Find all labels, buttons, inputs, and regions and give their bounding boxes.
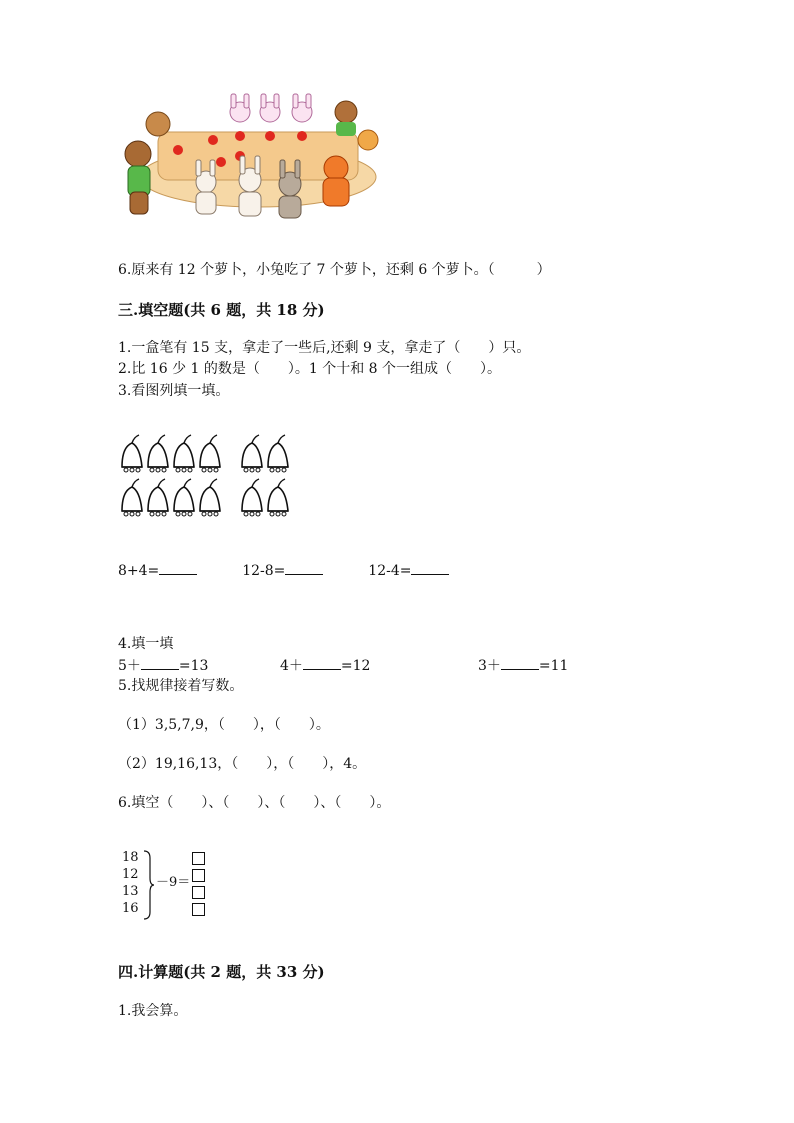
answer-blank-2[interactable]	[285, 561, 323, 575]
brace-operation: －9＝	[156, 875, 191, 890]
fill-question-2: 2.比 16 少 1 的数是（ ）。1 个十和 8 个一组成（ ）。	[118, 361, 502, 377]
fill-question-4: 4.填一填	[118, 636, 174, 652]
fill-expression-1: 5＋ =13	[118, 658, 209, 674]
equation-3: 12-4=	[368, 563, 412, 579]
section-4-title: 四.计算题(共 2 题，共 33 分)	[118, 963, 325, 981]
fill-question-3: 3.看图列填一填。	[118, 383, 230, 399]
fill-expression-2: 4＋ =12	[280, 658, 371, 674]
brace-number-4: 16	[122, 901, 139, 916]
answer-box-3[interactable]	[192, 886, 205, 899]
brace-number-2: 12	[122, 867, 139, 882]
fill-expression-3: 3＋ =11	[478, 658, 569, 674]
answer-box-2[interactable]	[192, 869, 205, 882]
pattern-1: （1）3,5,7,9，（ ），（ ）。	[118, 717, 330, 733]
brace-number-3: 13	[122, 884, 139, 899]
answer-blank-1[interactable]	[159, 561, 197, 575]
brace-subtraction	[118, 848, 228, 923]
fill-question-1: 1.一盒笔有 15 支，拿走了一些后,还剩 9 支，拿走了（ ）只。	[118, 340, 531, 356]
pattern-2: （2）19,16,13，（ ），（ ），4。	[118, 756, 367, 772]
judge-question-6: 6.原来有 12 个萝卜，小兔吃了 7 个萝卜，还剩 6 个萝卜。（ ）	[118, 262, 551, 278]
calc-question-1: 1.我会算。	[118, 1003, 188, 1019]
answer-box-1[interactable]	[192, 852, 205, 865]
fill-question-6: 6.填空（ ）、（ ）、（ ）、（ ）。	[118, 795, 391, 811]
section-3-title: 三.填空题(共 6 题，共 18 分)	[118, 301, 325, 319]
answer-box-4[interactable]	[192, 903, 205, 916]
animals-table-illustration	[118, 92, 386, 222]
brace-number-1: 18	[122, 850, 139, 865]
equation-row	[118, 561, 449, 580]
fruit-picture	[118, 433, 308, 523]
equation-2: 12-8=	[242, 563, 286, 579]
answer-blank-3[interactable]	[411, 561, 449, 575]
fill-blank-1[interactable]	[141, 656, 179, 670]
right-brace	[142, 850, 154, 920]
equation-1: 8+4=	[118, 563, 160, 579]
fill-blank-3[interactable]	[501, 656, 539, 670]
fill-blank-2[interactable]	[303, 656, 341, 670]
fill-question-5: 5.找规律接着写数。	[118, 678, 244, 694]
